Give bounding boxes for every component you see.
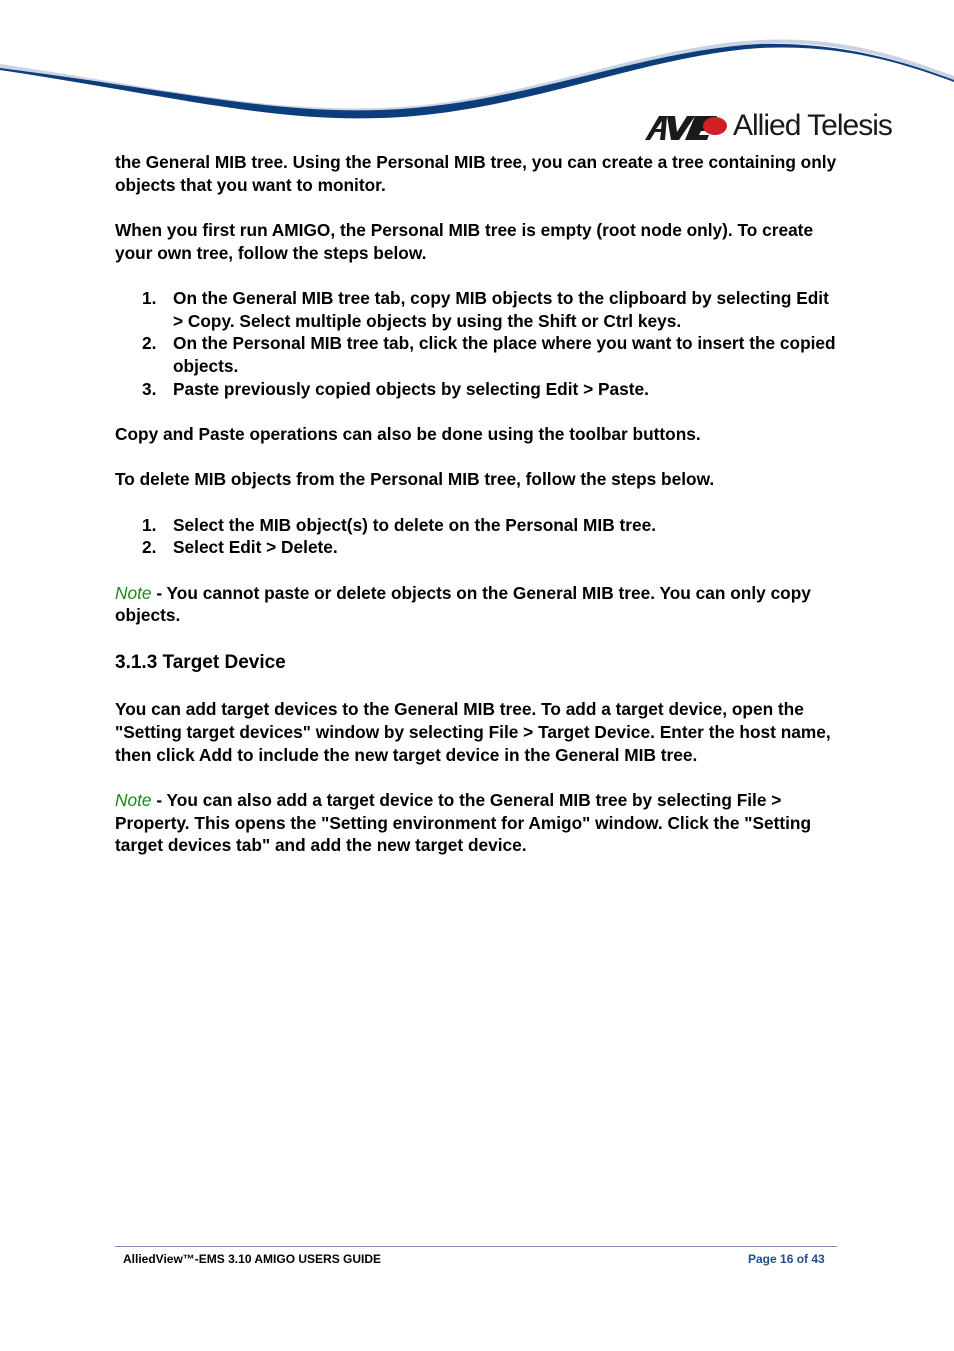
delete-steps <box>115 514 840 559</box>
paragraph: You can add target devices to the General MIB tree. To add a target device, open the "Setting target devices" window by selecting File > Target Device. Enter the host name, then click Add to include the new target device in the General MIB tree. <box>115 699 831 765</box>
list-item <box>115 378 840 401</box>
list-item <box>115 287 840 332</box>
step-text: Paste previously copied objects by selecting Edit > Paste. <box>173 378 649 399</box>
footer-title: AlliedView™-EMS 3.10 AMIGO USERS GUIDE <box>123 1252 382 1266</box>
step-number: 1. <box>142 288 157 308</box>
step-number: 1. <box>142 514 157 535</box>
paragraph: When you first run AMIGO, the Personal MIB tree is empty (root node only). To create your own tree, follow the steps below. <box>115 220 814 263</box>
step-number: 2. <box>142 537 157 558</box>
note-label: Note <box>115 582 152 603</box>
document-body <box>115 151 840 880</box>
logo-text: Allied Telesis <box>733 109 892 142</box>
step-text: Select Edit > Delete. <box>173 537 338 558</box>
page-number: Page 16 of 43 <box>748 1252 825 1266</box>
paragraph: To delete MIB objects from the Personal MIB tree, follow the steps below. <box>115 469 715 490</box>
paragraph: the General MIB tree. Using the Personal MIB tree, you can create a tree containing only objects that you want to monitor. <box>115 152 837 195</box>
note-label: Note <box>115 790 152 810</box>
step-text: On the General MIB tree tab, copy MIB objects to the clipboard by selecting Edit > Copy. Select multiple objects by using the Shift or Ctrl keys. <box>173 288 829 331</box>
list-item <box>115 332 840 377</box>
note-text: - You cannot paste or delete objects on the General MIB tree. You can only copy objects. <box>115 582 811 626</box>
step-number: 2. <box>142 333 157 354</box>
list-item <box>115 536 840 559</box>
copy-paste-steps <box>115 287 840 401</box>
note-text: - You can also add a target device to the General MIB tree by selecting File > Property. This opens the "Setting environment for Amigo" window. Click the "Setting target devices tab" and add the new target device. <box>115 790 812 856</box>
note-paragraph <box>115 582 840 627</box>
list-item <box>115 514 840 537</box>
section-heading: 3.1.3 Target Device <box>115 651 286 673</box>
step-text: Select the MIB object(s) to delete on the Personal MIB tree. <box>173 514 657 535</box>
note-paragraph <box>115 789 840 857</box>
footer-divider <box>115 1246 837 1247</box>
step-number: 3. <box>142 378 157 399</box>
step-text: On the Personal MIB tree tab, click the place where you want to insert the copied objects. <box>173 333 836 377</box>
paragraph: Copy and Paste operations can also be done using the toolbar buttons. <box>115 424 701 445</box>
